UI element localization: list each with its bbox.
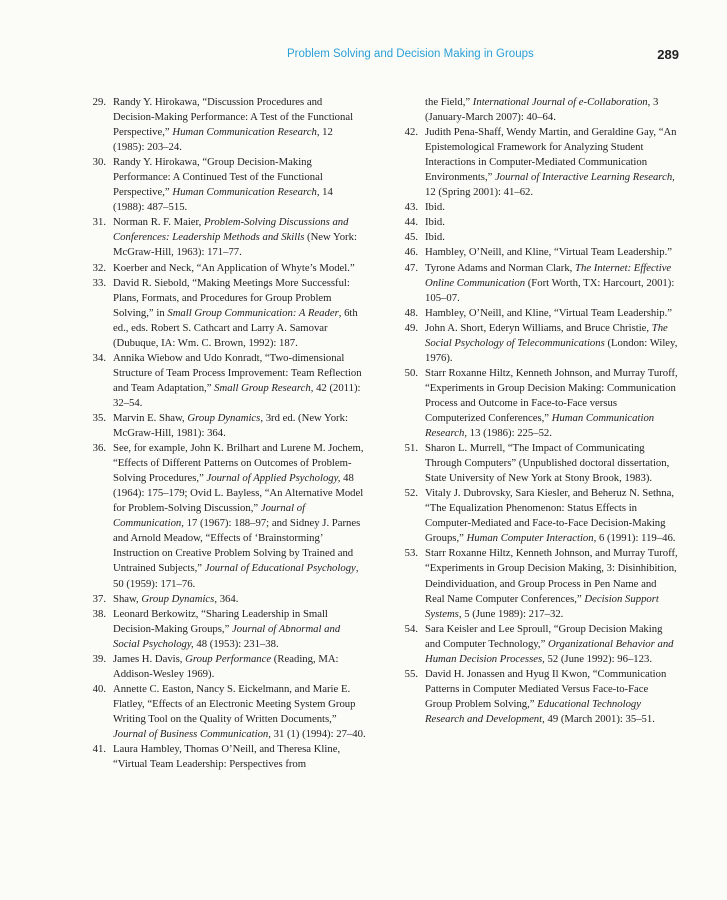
reference-text xyxy=(113,277,358,349)
reference-entry xyxy=(86,351,366,411)
reference-text-segment: Leonard Berkowitz, “Sharing Leadership in Small Decision-Making Groups,” xyxy=(113,607,328,635)
reference-text xyxy=(113,412,348,439)
reference-text-segment: Hambley, O’Neill, and Kline, “Virtual Team Leadership.” xyxy=(425,246,673,259)
reference-number: 42. xyxy=(404,126,418,139)
reference-text xyxy=(425,307,672,319)
reference-entry xyxy=(398,261,678,306)
reference-entry xyxy=(86,261,366,276)
reference-number: 50. xyxy=(404,366,418,379)
reference-number: 29. xyxy=(92,96,106,108)
reference-title-italic: Human Communication Research, xyxy=(172,186,320,199)
reference-number: 40. xyxy=(92,682,106,695)
reference-text xyxy=(425,367,678,439)
reference-title-italic: Human Computer Interaction, xyxy=(466,532,597,545)
references-column-right xyxy=(398,95,678,727)
reference-text-segment: Sharon L. Murrell, “The Impact of Communicating Through Computers” (Unpublished doctoral dissertation, State University of New York at Stony Brook, 1983). xyxy=(425,442,670,485)
reference-number: 36. xyxy=(92,442,106,455)
reference-entry xyxy=(86,215,366,260)
reference-text-segment: Norman R. F. Maier, xyxy=(113,216,205,229)
reference-text-segment: 13 (1986): 225–52. xyxy=(467,427,552,440)
reference-title-italic: Problem-Solving Discussions and Conferences: Leadership Methods and Skills xyxy=(113,216,349,244)
reference-entry xyxy=(86,652,366,682)
reference-text-segment: Annika Wiebow and Udo Konradt, “Two-dimensional Structure of Team Process Improvement: Team Reflection and Team Adaptation,” xyxy=(113,351,362,394)
reference-title-italic: Organizational Behavior and Human Decision Processes, xyxy=(425,637,674,665)
reference-entry xyxy=(398,245,678,260)
running-head xyxy=(0,48,727,66)
reference-entry xyxy=(86,441,366,591)
page-number: 289 xyxy=(657,47,679,62)
reference-text-segment: 12 (1985): 203–24. xyxy=(113,126,333,154)
reference-text-segment: See, for example, John K. Brilhart and Lurene M. Jochem, “Effects of Different Patterns on Outcomes of Problem-Solving Procedures,” xyxy=(113,442,364,485)
reference-entry xyxy=(398,95,678,125)
reference-text-segment: Ibid. xyxy=(425,216,445,229)
reference-entry xyxy=(398,306,678,321)
reference-entry xyxy=(398,321,678,366)
reference-text-segment: John A. Short, Ederyn Williams, and Bruce Christie, xyxy=(425,321,652,334)
reference-text-segment: , 17 (1967): 188–97; and Sidney J. Parnes and Arnold Meadow, “Effects of ‘Brainstorming’ Instruction on Creative Problem Solving by Trained and Untrained Subjects,” xyxy=(113,517,361,575)
reference-entry xyxy=(398,125,678,200)
reference-number: 30. xyxy=(92,156,106,169)
reference-text xyxy=(425,262,674,304)
reference-entry xyxy=(86,682,366,742)
reference-title-italic: International Journal of e-Collaboration xyxy=(472,96,648,108)
reference-title-italic: Educational Technology Research and Development xyxy=(425,697,642,725)
reference-text-segment: Randy Y. Hirokawa, “Group Decision-Making Performance: A Continued Test of the Functional Perspective,” xyxy=(113,156,323,199)
reference-title-italic: Group Dynamics xyxy=(187,411,261,424)
reference-text xyxy=(425,547,678,619)
reference-text-segment: Randy Y. Hirokawa, “Discussion Procedures and Decision-Making Performance: A Test of the Functional Perspective,” xyxy=(113,96,354,139)
reference-number: 49. xyxy=(404,321,418,334)
reference-text-segment: (Fort Worth, TX: Harcourt, 2001): 105–07. xyxy=(425,276,675,304)
reference-number: 34. xyxy=(92,351,106,364)
reference-text-segment: Annette C. Easton, Nancy S. Eickelmann, and Marie E. Flatley, “Effects of an Electronic Meeting System Group Writing Tool on the Quality of Written Documents,” xyxy=(113,682,356,725)
reference-number: 39. xyxy=(92,652,106,665)
reference-entry xyxy=(398,215,678,230)
reference-text xyxy=(425,216,445,228)
reference-text-segment: 5 (June 1989): 217–32. xyxy=(461,607,564,620)
reference-title-italic: Decision Support Systems, xyxy=(425,592,659,620)
reference-text-segment: Marvin E. Shaw, xyxy=(113,411,188,424)
reference-text-segment: , 42 (2011): 32–54. xyxy=(113,381,361,409)
reference-text-segment: Vitaly J. Dubrovsky, Sara Kiesler, and Beheruz N. Sethna, “The Equalization Phenomenon: Status Effects in Computer-Mediated and Face-to-Face Decision-Making Groups,” xyxy=(425,487,675,545)
reference-title-italic: Small Group Research xyxy=(214,381,311,394)
reference-text-segment: Judith Pena-Shaff, Wendy Martin, and Geraldine Gay, “An Epistemological Framework for Analyzing Student Interactions in Computer-Mediated Communication Environments,” xyxy=(425,126,677,184)
reference-number: 51. xyxy=(404,442,418,455)
reference-number: 35. xyxy=(92,411,106,424)
reference-number: 52. xyxy=(404,487,418,500)
reference-text xyxy=(113,743,340,770)
reference-number: 53. xyxy=(404,547,418,560)
reference-number: 55. xyxy=(404,667,418,680)
reference-entry xyxy=(398,441,678,486)
reference-entry xyxy=(86,95,366,155)
reference-text-segment: Hambley, O’Neill, and Kline, “Virtual Team Leadership.” xyxy=(425,306,673,319)
reference-text xyxy=(113,653,339,680)
reference-number: 41. xyxy=(92,743,106,756)
reference-title-italic: The Internet: Effective Online Communication xyxy=(425,261,672,289)
reference-title-italic: Journal of Educational Psychology xyxy=(204,562,356,575)
reference-text-segment: (Reading, MA: Addison-Wesley 1969). xyxy=(113,652,339,680)
reference-number: 31. xyxy=(92,216,106,229)
reference-text xyxy=(113,683,366,740)
reference-text-segment: , 3 (January-March 2007): 40–64. xyxy=(425,96,659,124)
reference-text-segment: Ibid. xyxy=(425,201,445,214)
reference-title-italic: Journal of Business Communication xyxy=(113,727,269,740)
reference-text-segment: 48 (1964): 175–179; Ovid L. Bayless, “An Alternative Model for Problem-Solving Discussion,” xyxy=(113,472,364,515)
reference-number: 43. xyxy=(404,201,418,214)
reference-text xyxy=(113,442,364,589)
reference-title-italic: Journal of Abnormal and Social Psychology, xyxy=(113,622,341,650)
reference-entry xyxy=(398,230,678,245)
section-title: Problem Solving and Decision Making in Groups xyxy=(287,48,534,60)
reference-text xyxy=(425,246,672,258)
reference-text-segment: the Field,” xyxy=(425,96,473,108)
reference-text xyxy=(425,623,674,665)
reference-number: 47. xyxy=(404,261,418,274)
reference-title-italic: Small Group Communication: A Reader xyxy=(167,306,339,319)
reference-text xyxy=(113,352,362,409)
reference-text xyxy=(113,593,238,605)
reference-text xyxy=(113,96,353,153)
reference-text xyxy=(425,96,658,123)
reference-entry xyxy=(398,486,678,546)
reference-text-segment: Shaw, xyxy=(113,592,142,605)
reference-text xyxy=(425,487,675,544)
reference-text-segment: , 31 (1) (1994): 27–40. xyxy=(268,727,366,740)
reference-text-segment: David H. Jonassen and Hyug Il Kwon, “Communication Patterns in Computer Mediated Versus Face-to-Face Group Problem Solving,” xyxy=(425,667,667,710)
reference-number: 54. xyxy=(404,622,418,635)
reference-entry xyxy=(86,592,366,607)
reference-title-italic: The Social Psychology of Telecommunications xyxy=(425,321,668,349)
reference-entry xyxy=(86,155,366,215)
reference-text-segment: Tyrone Adams and Norman Clark, xyxy=(425,261,576,274)
reference-number: 45. xyxy=(404,231,418,244)
reference-entry xyxy=(86,607,366,652)
reference-text xyxy=(425,668,666,725)
reference-text xyxy=(425,231,445,243)
reference-title-italic: Journal of Interactive Learning Research, xyxy=(495,171,675,184)
reference-text-segment: , 364. xyxy=(214,592,239,605)
reference-number: 38. xyxy=(92,607,106,620)
reference-text-segment: 48 (1953): 231–38. xyxy=(193,637,279,650)
reference-text-segment: , 49 (March 2001): 35–51. xyxy=(542,712,655,725)
reference-text-segment: , 50 (1959): 171–76. xyxy=(113,562,359,590)
reference-number: 48. xyxy=(404,306,418,319)
reference-title-italic: Human Communication Research, xyxy=(172,126,320,139)
reference-title-italic: Group Performance xyxy=(185,652,272,665)
reference-text-segment: 14 (1988): 487–515. xyxy=(113,186,333,214)
reference-text-segment: , 6th ed., eds. Robert S. Cathcart and Larry A. Samovar (Dubuque, IA: Wm. C. Brown, 1992): 187. xyxy=(113,306,358,349)
reference-number: 37. xyxy=(92,592,106,605)
reference-title-italic: Group Dynamics xyxy=(141,592,215,605)
reference-title-italic: Journal of Communication xyxy=(113,502,306,530)
reference-text-segment: Sara Keisler and Lee Sproull, “Group Decision Making and Computer Technology,” xyxy=(425,622,663,650)
reference-text-segment: Starr Roxanne Hiltz, Kenneth Johnson, and Murray Turoff, “Experiments in Group Decision Making, 3: Disinhibition, Deindividuation, and Group Process in Pen Name and Real Name Computer Conferences,” xyxy=(425,547,678,605)
reference-entry xyxy=(86,411,366,441)
reference-text-segment: Ibid. xyxy=(425,231,445,244)
reference-text-segment: Starr Roxanne Hiltz, Kenneth Johnson, and Murray Turoff, “Experiments in Group Decision Making: Communication Process and Outcome in Face-to-Face versus Computerized Conferences,” xyxy=(425,366,678,424)
reference-text-segment: (New York: McGraw-Hill, 1963): 171–77. xyxy=(113,231,357,259)
reference-text xyxy=(425,201,445,213)
reference-text-segment: , 3rd ed. (New York: McGraw-Hill, 1981): 364. xyxy=(113,411,348,440)
reference-number: 33. xyxy=(92,276,106,289)
reference-title-italic: Human Communication Research, xyxy=(425,411,655,440)
reference-text-segment: Laura Hambley, Thomas O’Neill, and Theresa Kline, “Virtual Team Leadership: Perspectives from xyxy=(113,743,341,771)
reference-entry xyxy=(398,200,678,215)
reference-entry xyxy=(398,366,678,441)
reference-entry xyxy=(398,622,678,667)
reference-text-segment: James H. Davis, xyxy=(113,652,186,665)
reference-text-segment: Koerber and Neck, “An Application of Whyte’s Model.” xyxy=(113,261,355,274)
reference-entry xyxy=(398,546,678,621)
reference-number: 46. xyxy=(404,246,418,259)
reference-number: 32. xyxy=(92,261,106,274)
reference-text xyxy=(113,156,333,213)
reference-text xyxy=(425,442,669,484)
reference-text xyxy=(113,262,355,274)
reference-entry xyxy=(86,276,366,351)
references-column-left xyxy=(86,95,366,772)
reference-entry xyxy=(86,742,366,772)
reference-text xyxy=(425,322,677,364)
reference-title-italic: Journal of Applied Psychology, xyxy=(206,472,341,485)
reference-text xyxy=(113,608,340,650)
reference-text-segment: 12 (Spring 2001): 41–62. xyxy=(425,186,534,199)
reference-text xyxy=(425,126,677,198)
reference-entry xyxy=(398,667,678,727)
reference-text-segment: (London: Wiley, 1976). xyxy=(425,336,678,364)
reference-text-segment: 6 (1991): 119–46. xyxy=(596,532,676,545)
reference-text-segment: David R. Siebold, “Making Meetings More Successful: Plans, Formats, and Procedures for Group Problem Solving,” in xyxy=(113,276,350,319)
reference-text-segment: 52 (June 1992): 96–123. xyxy=(544,652,652,665)
reference-number: 44. xyxy=(404,216,418,229)
reference-text xyxy=(113,216,357,258)
